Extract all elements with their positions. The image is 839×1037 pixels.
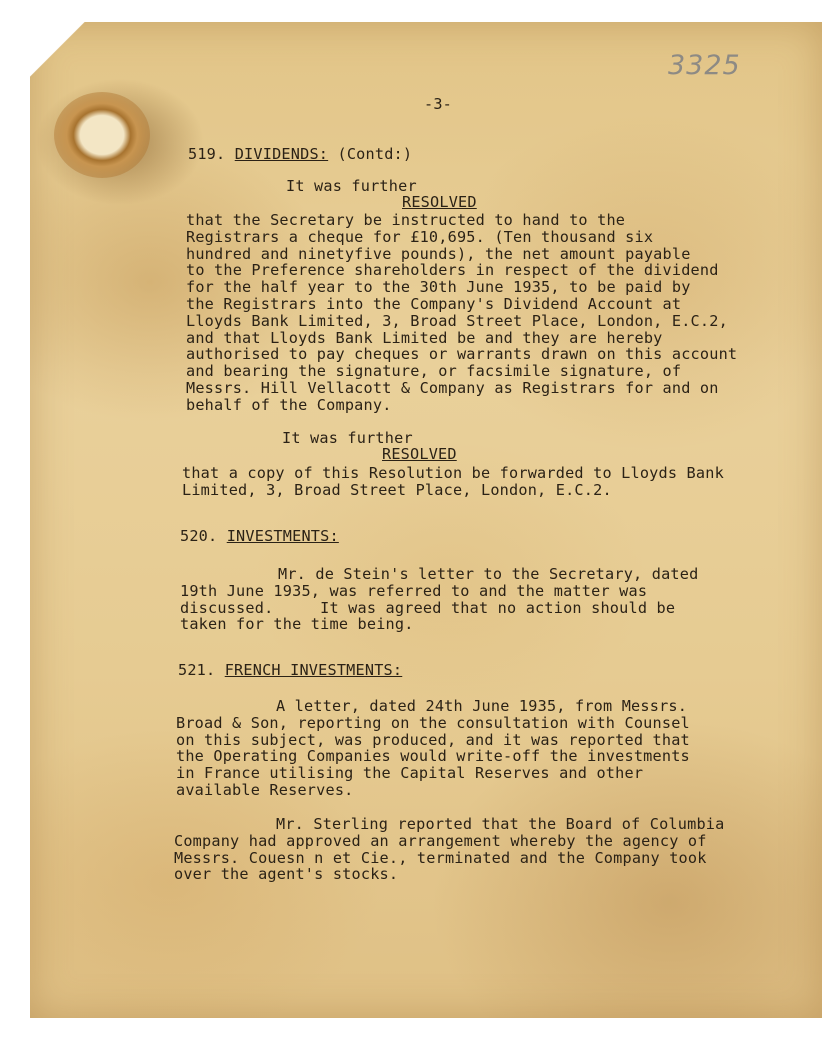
resolution-1-line: hundred and ninetyfive pounds), the net amount payable [186,244,691,263]
section-521-line: available Reserves. [176,780,354,799]
resolution-1-intro: It was further [286,177,417,195]
resolution-2-line: that a copy of this Resolution be forwarded to Lloyds Bank [182,464,724,482]
resolution-1-text [186,212,737,414]
resolution-2-text [182,465,724,499]
resolution-1-line: the Registrars into the Company's Dividend Account at [186,294,682,313]
resolution-1-line: Lloyds Bank Limited, 3, Broad Street Place, London, E.C.2, [186,311,728,330]
resolution-1-line: Messrs. Hill Vellacott & Company as Registrars for and on [186,378,719,397]
section-520-line: discussed. It was agreed that no action should be [180,598,676,617]
resolution-2-line: Limited, 3, Broad Street Place, London, E.C.2. [182,480,612,499]
resolution-1-line: authorised to pay cheques or warrants drawn on this account [186,345,738,364]
section-521-paragraph-1 [176,698,690,799]
torn-corner [30,22,90,82]
section-521-number: 521. [178,661,216,679]
resolution-1-line: and bearing the signature, or facsimile signature, of [186,362,682,381]
section-519-heading [188,146,412,163]
folio-number: 3325 [668,50,741,81]
section-521-line: the Operating Companies would write-off the investments [176,747,690,766]
section-521-line: Messrs. Couesn n et Cie., terminated and the Company took [174,848,707,867]
section-519-title: DIVIDENDS: [234,145,329,163]
section-521-title: FRENCH INVESTMENTS: [224,661,403,679]
section-520-number: 520. [180,527,218,545]
resolution-1-line: to the Preference shareholders in respect of the dividend [186,261,719,280]
section-519-number: 519. [188,145,226,163]
section-520-heading [180,528,339,545]
section-521-line: A letter, dated 24th June 1935, from Messrs. [276,697,688,715]
section-521-paragraph-2 [174,816,725,883]
resolution-1-label: RESOLVED [402,193,477,211]
section-521-line: Mr. Sterling reported that the Board of Columbia [276,815,725,833]
section-520-title: INVESTMENTS: [226,527,339,545]
section-521-line: in France utilising the Capital Reserves and other [176,764,644,783]
burn-mark [54,92,150,178]
section-520-line: taken for the time being. [180,615,414,634]
section-520-text [180,566,698,633]
section-520-line: Mr. de Stein's letter to the Secretary, dated [278,565,699,583]
document-page [30,22,822,1018]
page-number: -3- [424,95,453,113]
section-521-line: on this subject, was produced, and it was reported that [176,730,690,749]
section-520-line: 19th June 1935, was referred to and the matter was [180,581,648,600]
section-521-heading [178,662,402,679]
resolution-2-intro: It was further [282,429,413,447]
section-521-line: Company had approved an arrangement whereby the agency of [174,831,707,850]
section-519-suffix: (Contd:) [337,145,413,163]
resolution-1-line: for the half year to the 30th June 1935, to be paid by [186,278,691,297]
resolution-1-line: that the Secretary be instructed to hand to the [186,211,626,229]
section-521-line: over the agent's stocks. [174,865,399,884]
resolution-1-line: Registrars a cheque for £10,695. (Ten thousand six [186,227,654,246]
section-521-line: Broad & Son, reporting on the consultation with Counsel [176,713,690,732]
resolution-1-line: and that Lloyds Bank Limited be and they are hereby [186,328,663,347]
resolution-1-line: behalf of the Company. [186,395,392,414]
resolution-2-label: RESOLVED [382,445,457,463]
